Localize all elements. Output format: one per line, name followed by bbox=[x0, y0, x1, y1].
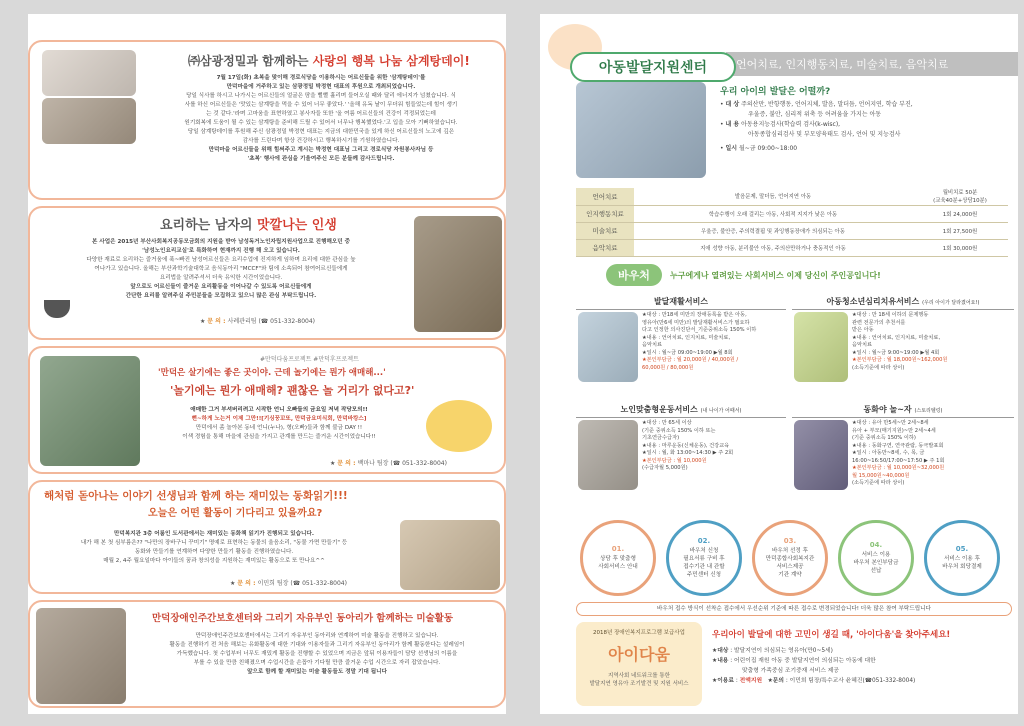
step-circle: 02. 바우처 신청 필요서류 구비 후 접수기관 내 관할 주민센터 신청 bbox=[666, 520, 742, 596]
therapy-photo bbox=[576, 82, 706, 178]
step-circle: 04. 서비스 이용 바우처 본인부담금 선납 bbox=[838, 520, 914, 596]
bottom-headline: 우리아이 발달에 대한 고민이 생길 때, '아이다움'을 찾아주세요! bbox=[712, 630, 951, 640]
pot-icon bbox=[44, 300, 70, 318]
section-subtitle: 오늘은 어떤 활동이 기다리고 있을까요? bbox=[148, 508, 323, 519]
steps-note: 바우처 접수 방식이 선착순 접수에서 우선순위 기준에 따른 접수로 변경되었습니다! 더욱 많은 참여 부탁드립니다 bbox=[576, 602, 1012, 616]
table-row: 인지행동치료 학습수행이 오래 걸리는 아동, 사회적 지지가 낮은 아동 1회 24,000원 bbox=[576, 205, 1008, 222]
storybook-card bbox=[28, 480, 506, 594]
left-page bbox=[28, 14, 506, 714]
event-photo bbox=[42, 98, 136, 144]
food-photo bbox=[42, 50, 136, 96]
service-photo bbox=[794, 312, 848, 382]
header-subtitle: 언어치료, 인지행동치료, 미술치료, 음악치료 bbox=[726, 52, 1018, 76]
art-activity-card bbox=[28, 600, 506, 708]
service-photo bbox=[794, 420, 848, 490]
service-photo bbox=[578, 420, 638, 490]
step-circle: 01. 상담 후 맞춤형 사회서비스 안내 bbox=[580, 520, 656, 596]
section-title: 요리하는 남자의 맛깔나는 인생 bbox=[160, 218, 337, 233]
service-photo bbox=[578, 312, 638, 382]
intro-details: • 대 상 주의산만, 반항행동, 언어지체, 발음, 말더듬, 언어지연, 학습 부진, 우울증, 불안, 심리적 위축 등 어려움을 가지는 아동 • 내 용 아동용지능검사(학습력 검사(k-wisc), 아동종합심리검사 및 부모양육태도 검사, 언어 및 지능검사 • 일시 월~금 09:00~18:00 bbox=[720, 101, 913, 152]
section-title: ㈜삼광정밀과 함께하는 사랑의 행복 나눔 삼계탕데이! bbox=[188, 54, 470, 68]
contact: ★ 문 의 : 사례관리팀 (☎ 051-332-8004) bbox=[200, 318, 316, 325]
table-row: 음악치료 지애 성향 아동, 분리불안 아동, 주의산만하거나 충동적인 아동 1회 30,000원 bbox=[576, 239, 1008, 256]
section-body: 만덕복지관 3층 어룸인 도서관에서는 재미있는 동화책 읽기가 진행되고 있습니다. 내가 해 본 첫 심부름은?? "나만의 장바구니 꾸미기" 명예로 표현하는 동물의 울음소리, "동물 가면 만들기" 등 동화와 만들기를 연계하여 다양한 만들기 활동을 진행하였습니다. 매월 2, 4주 월요일마다 아이들의 꿈과 창의성을 지원하는 재미있는 활동으로 또 만나요^^ bbox=[80, 531, 348, 564]
section-title: 해처럼 돋아나는 이야기 선생님과 함께 하는 재미있는 동화읽기!!! bbox=[44, 490, 348, 502]
bottom-details: ★대상 : 발달지연이 의심되는 영유아(만0~5세) ★내용 : 어린이집 재원 아동 중 발달지연이 의심되는 아동에 대한 맞춤형 가족중심 조기중재 서비스 제공 ★이용료 : 전액지원 ★문의 : 이민희 팀장/특수교사 윤혜진(☎051-332-8004) bbox=[712, 648, 916, 684]
quote-2: '놀기에는 뭔가 애매해? 괜찮은 놀 거리가 없다고?' bbox=[170, 384, 415, 397]
aidaum-badge: 2018년 장애인복지프로그램 보급사업 아이다움 지역사회 네트워크를 통한 발달지연 영유아 조기발견 및 지원 서비스 bbox=[576, 622, 702, 706]
samgyetang-card bbox=[28, 40, 506, 200]
page-title: 아동발달지원센터 bbox=[570, 52, 736, 82]
group-photo bbox=[40, 356, 140, 466]
section-body: 만덕장애인주간보호센터에서는 그리기 자유부인 동아리와 연계하여 미술 활동을 진행하고 있습니다. 활동을 진행하기 전 처음 해보는 유화활동에 대한 기대와 이용자들과 그리기 자유부인 동아리가 함께 활동한다는 설레임이 가득했습니다. 첫 수업부터 너무도 재밌게 활동을 진행할 수 있었으며 지금은 앞뒤 이용자들이 담당 선생님의 이름을 부를 수 있을 만큼 친해졌으며 수업시간을 손꼽아 기다릴 만큼 즐거운 수업 시간으로 자리 잡았습니다. 앞으로 함께 할 재미있는 미술 활동들도 정말 기대 됩니다 bbox=[169, 633, 465, 675]
aidaum-logo: 아이다움 bbox=[608, 645, 670, 664]
play-project-card bbox=[28, 346, 506, 474]
section-body: 본 사업은 2015년 부산사회복지공동모금회의 지원을 받아 남성독거노인자립지원사업으로 진행해오던 중 '남성노인요리교실'로 특화하여 현재까지 진행 해 오고 있습니다. 다양한 재료로 요리하는 즐거움에 푹~빠진 남성어르신들은 요리수업에 진지하게 임하며 요리에 대한 관심을 높 여나가고 있습니다. 올해는 부산과학기술대학교 음식동아리 "MCCF"와 팀에 소속되어 참여어르신들에게 요리법을 알려주셔서 더욱 유익한 시간이었습니다. 앞으로도 어르신들이 즐거운 요리활동을 이어나갈 수 있도록 어르신들에게 간단한 요리를 알려주실 주민분들을 모집하고 있으니 많은 관심 부탁드립니다. bbox=[86, 239, 356, 299]
service-storytelling: 동화야 놀~자 (스토리텔링) ★대상 : 유아 만5세~만 2세~8세 유아 + 부모(매기지원)~만 2세~4세 (기준 중위소득 150% 이하) ★내용 : 동화구연, 연극관람, 동극발표회 ★일시 : 아동만~8세, 수, 목, 금 16:00~16:50/17:00~17:50 ▶ 주 1회 ★본인부담금 : 월 10,000원~32,000원 월 15,000원~40,000원 (소득기준에 따라 상이) bbox=[792, 404, 1014, 514]
art-photo bbox=[36, 608, 126, 704]
contact: ★ 문 의 : 이민희 팀장 (☎ 051-332-8004) bbox=[230, 580, 347, 587]
voucher-badge: 바우처 bbox=[606, 264, 662, 286]
step-circle: 03. 바우처 선정 후 만덕종합사회복지관 서비스제공 기관 계약 bbox=[752, 520, 828, 596]
step-circle: 05. 서비스 이용 후 바우처 회당결제 bbox=[924, 520, 1000, 596]
section-title: 만덕장애인주간보호센터와 그리기 자유부인 동아리가 함께하는 미술활동 bbox=[152, 613, 454, 624]
quote-1: '만덕은 살기에는 좋은 곳이야. 근데 놀기에는 뭔가 애매해...' bbox=[158, 368, 386, 378]
contact: ★ 문 의 : 백마나 팀장 (☎ 051-332-8004) bbox=[330, 460, 447, 467]
fee-table bbox=[576, 188, 1008, 257]
section-body: 애매한 그거 부셔버리려고 시작한 언니 오빠들의 금요일 저녁 작당모의!! 뻔~하게 노는거 이제 그만!![기싱꿍꼬또, 만덕금요미식회, 만덕바캉스] 만덕에서 좀 놀아본 동네 언니(누나), 형(오빠)들과 함께 불금 DAY !! 이색 경험을 통해 마을에 관심을 가지고 관계를 만드는 즐거운 시간이었습니다!! bbox=[182, 407, 376, 440]
cooking-card bbox=[28, 206, 506, 340]
illustration-character bbox=[426, 400, 492, 452]
right-page bbox=[540, 14, 1018, 714]
service-senior-exercise: 노인맞춤형운동서비스 (내 나이가 어때서) ★대상 : 만 65세 이상 (기준 중위소득 150% 이하 또는 기초연금수급자) ★내용 : 마루운동(신체운동), 건강교육 ★일시 : 월, 화 13:00~14:30 ▶ 주 2회 ★본인부담금 : 월 10,000원 (수급자월 5,000원) bbox=[576, 404, 786, 500]
intro-question: 우리 아이의 발달은 어떨까? bbox=[720, 87, 831, 97]
service-developmental-rehab: 발달재활서비스 ★대상 : 만18세 미만의 장애등록을 받은 아동, 영유아(만6세 미만)의 발달재활서비스가 필요하 다고 인정한 의사진단서_기준중위소득 150% 이하 ★내용 : 언어치료, 인지치료, 미술치료, 음악치료 ★일시 : 월~금 09:00~19:00 ▶월 8회 ★본인부담금 : 월 20,000원 / 40,000원 / 60,000원 / 80,000원 bbox=[576, 296, 786, 392]
section-body: 7월 17일(화) 초복을 맞이해 경로식당을 이용하시는 어르신들을 위한 '삼계탕데이'를 만덕마을에 거주하고 있는 삼광정밀 박정현 대표의 후원으로 개최되었습니다. 당일 식사를 하시고 나가시는 어르신들의 얼굴은 땀을 뻘뻘 흘리며 들어오실 때와 달리 에너지가 넘쳤습니다. 식 사를 하신 어르신들은 '맛있는 삼계탕을 먹을 수 있어 너무 좋았다.' '올해 유독 날이 무더워 힘들었는데 힘이 생기 는 것 같다.'라며 고마움을 표현하였고 봉사자들 또한 '올 여름 어르신들의 건강이 걱정되었는데 원기회복에 도움이 될 수 있는 삼계탕을 준비해 드릴 수 있어서 너무나 행복했었다.'고 입을 모아 기뻐하였습니다. 당일 삼계탕데이를 후원해 주신 삼광정밀 박정현 대표는 지금의 대한민국을 있게 하신 어르신들의 노고에 깊은 감사를 드린다며 항상 건강하시고 행복하시기를 기원하였습니다. 만덕마을 어르신들을 위해 힘써주고 계시는 박정현 대표님 그리고 경로식당 자원봉사자님 등 '초복' 행사에 관심을 기울여주신 모든 분들께 감사드립니다. bbox=[184, 75, 458, 162]
voucher-tagline: 누구에게나 열려있는 사회서비스 이제 당신이 주인공입니다! bbox=[670, 271, 881, 280]
cooking-photo bbox=[414, 216, 502, 332]
project-tags: #만덕다움프로젝트 #만덕후프로젝트 bbox=[260, 356, 359, 363]
service-youth-psych: 아동청소년심리치유서비스 (우리 아이가 달라졌어요!) ★대상 : 만 18세 이하의 문제행동 관련 전문가의 추천서를 받은 아동 ★내용 : 언어치료, 인지치료, 미술치료, 음악치료 ★일시 : 월~금 9:00~19:00 ▶월 4회 ★본인부담금 : 월 18,000원~162,000원 (소득기준에 따라 상이) bbox=[792, 296, 1014, 392]
table-row: 언어치료 발음문제, 말더듬, 언어지연 아동 월비치료 50분 (교육40분+상담10분) bbox=[576, 188, 1008, 205]
table-row: 미술치료 우울증, 불안증, 주의력결핍 및 과잉행동장애가 의심되는 아동 1회 27,500원 bbox=[576, 222, 1008, 239]
library-photo bbox=[400, 520, 500, 590]
